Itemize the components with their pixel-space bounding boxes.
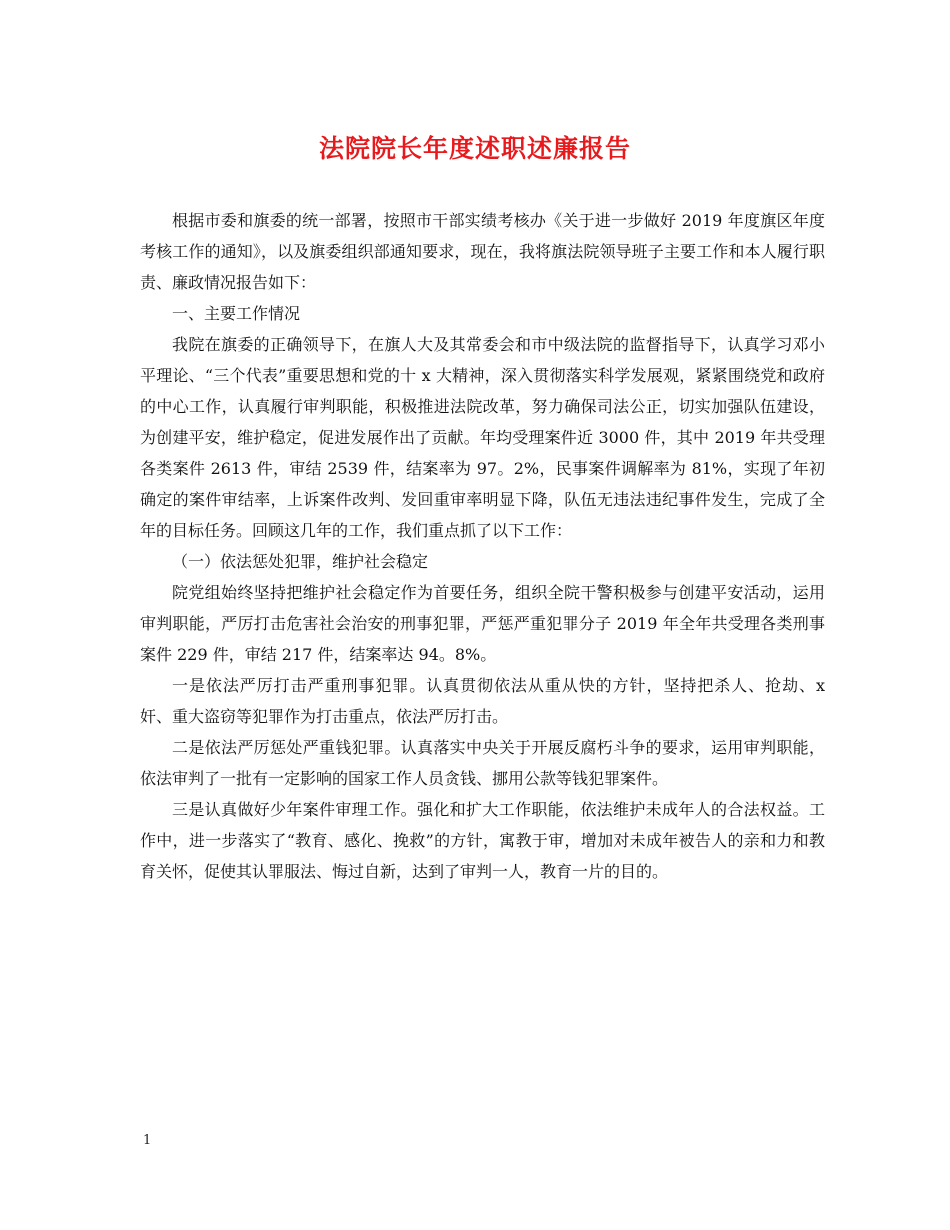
page-number: 1 <box>143 1133 152 1148</box>
intro-paragraph: 根据市委和旗委的统一部署，按照市干部实绩考核办《关于进一步做好 2019 年度旗区年度考核工作的通知》，以及旗委组织部通知要求，现在，我将旗法院领导班子主要工作和本人履行职责、廉政情况报告如下： <box>140 211 825 292</box>
point-one-paragraph: 一是依法严厉打击严重刑事犯罪。认真贯彻依法从重从快的方针，坚持把杀人、抢劫、x 奸、重大盗窃等犯罪作为打击重点，依法严厉打击。 <box>140 676 825 726</box>
point-two-paragraph: 二是依法严厉惩处严重钱犯罪。认真落实中央关于开展反腐朽斗争的要求，运用审判职能，依法审判了一批有一定影响的国家工作人员贪钱、挪用公款等钱犯罪案件。 <box>140 738 825 788</box>
subsection-heading-punish-crime: （一）依法惩处犯罪，维护社会稳定 <box>172 552 429 571</box>
section-heading-main-work: 一、主要工作情况 <box>172 304 301 323</box>
point-three-paragraph: 三是认真做好少年案件审理工作。强化和扩大工作职能，依法维护未成年人的合法权益。工作中，进一步落实了“教育、感化、挽救”的方针，寓教于审，增加对未成年被告人的亲和力和教育关怀，促使其认罪服法、悔过自新，达到了审判一人，教育一片的目的。 <box>140 800 825 881</box>
document-body <box>140 205 825 887</box>
main-work-paragraph: 我院在旗委的正确领导下，在旗人大及其常委会和市中级法院的监督指导下，认真学习邓小平理论、“三个代表”重要思想和党的十 x 大精神，深入贯彻落实科学发展观，紧紧围绕党和政府的中心工作，认真履行审判职能，积极推进法院改革，努力确保司法公正，切实加强队伍建设，为创建平安，维护稳定，促进发展作出了贡献。年均受理案件近 3000 件，其中 2019 年共受理各类案件 2613 件，审结 2539 件，结案率为 97。2%，民事案件调解率为 81%，实现了年初确定的案件审结率，上诉案件改判、发回重审率明显下降，队伍无违法违纪事件发生，完成了全年的目标任务。回顾这几年的工作，我们重点抓了以下工作： <box>140 335 825 540</box>
document-title: 法院院长年度述职述廉报告 <box>318 134 631 163</box>
punish-crime-paragraph: 院党组始终坚持把维护社会稳定作为首要任务，组织全院干警积极参与创建平安活动，运用审判职能，严厉打击危害社会治安的刑事犯罪，严惩严重犯罪分子 2019 年全年共受理各类刑事案件 229 件，审结 217 件，结案率达 94。8%。 <box>140 583 825 664</box>
